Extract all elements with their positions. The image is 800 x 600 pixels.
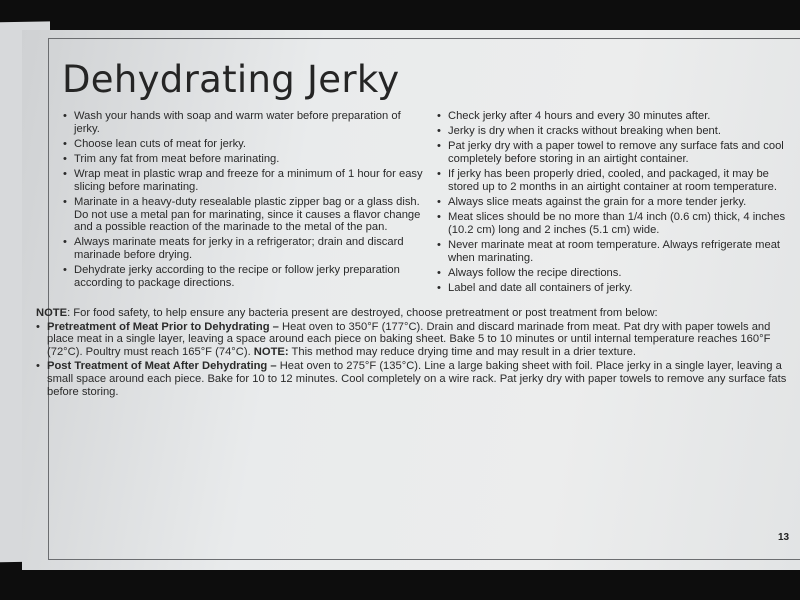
post-treatment-heading: Post Treatment of Meat After Dehydrating – [47, 360, 277, 373]
post-treatment-item [36, 360, 792, 398]
list-item: • Wash your hands with soap and warm water before preparation of jerky. [62, 110, 424, 135]
list-item: • Check jerky after 4 hours and every 30 minutes after. [436, 110, 792, 123]
list-item: • Always follow the recipe directions. [436, 267, 792, 280]
list-item: • Always slice meats against the grain for a more tender jerky. [436, 196, 792, 209]
list-item: • Dehydrate jerky according to the recipe or follow jerky preparation according to package directions. [62, 264, 424, 289]
list-item: • Pat jerky dry with a paper towel to remove any surface fats and cool completely before storing in an airtight container. [436, 140, 792, 165]
list-item: • Marinate in a heavy-duty resealable plastic zipper bag or a glass dish. Do not use a metal pan for marinating, since it causes a flavor change and a possible reaction of the marinade to the metal of the pan. [62, 196, 424, 234]
list-item: • Wrap meat in plastic wrap and freeze for a minimum of 1 hour for easy slicing before marinating. [62, 168, 424, 193]
note-text: : For food safety, to help ensure any bacteria present are destroyed, choose pretreatment or post treatment from below: [67, 307, 658, 319]
left-tips-list [62, 110, 424, 292]
note-label: NOTE [36, 307, 68, 319]
list-item: • If jerky has been properly dried, cooled, and packaged, it may be stored up to 2 months in an airtight container at room temperature. [436, 168, 792, 193]
list-item: • Always marinate meats for jerky in a refrigerator; drain and discard marinade before drying. [62, 236, 424, 261]
post-treatment-text: Heat oven to 275°F (135°C). Line a large baking sheet with foil. Place jerky in a single layer, leaving a small space around each piece. Bake for 10 to 12 minutes. Cool completely on a wire rack. Pat jerky dry with paper towels to remove any surface fats before storing. [47, 360, 787, 398]
pretreatment-note-label: NOTE: [253, 345, 289, 358]
page-title: Dehydrating Jerky [62, 58, 400, 101]
list-item: • Meat slices should be no more than 1/4 inch (0.6 cm) thick, 4 inches (10.2 cm) long and 2 inches (5.1 cm) wide. [436, 211, 792, 236]
list-item: • Jerky is dry when it cracks without breaking when bent. [436, 125, 792, 138]
pretreatment-text: Heat oven to 350°F (177°C). Drain and discard marinade from meat. Pat dry with paper towels and place meat in a single layer, leaving a space around each piece on baking sheet. Bake 5 to 10 minutes or until internal temperature reaches 160°F (72°C). Poultry must reach 165°F (74°C). [47, 320, 771, 358]
page-number: 13 [778, 532, 790, 543]
pretreatment-heading: Pretreatment of Meat Prior to Dehydrating – [47, 320, 279, 333]
right-tips-list [436, 110, 792, 297]
treatment-list [36, 321, 792, 399]
food-safety-note [36, 307, 792, 400]
list-item: • Label and date all containers of jerky. [436, 282, 792, 295]
pretreatment-note-text: This method may reduce drying time and may result in a drier texture. [288, 345, 636, 358]
list-item: • Trim any fat from meat before marinating. [62, 153, 424, 166]
note-intro [36, 307, 792, 320]
list-item: • Choose lean cuts of meat for jerky. [62, 138, 424, 151]
list-item: • Never marinate meat at room temperature. Always refrigerate meat when marinating. [436, 239, 792, 264]
pretreatment-item [36, 321, 792, 359]
